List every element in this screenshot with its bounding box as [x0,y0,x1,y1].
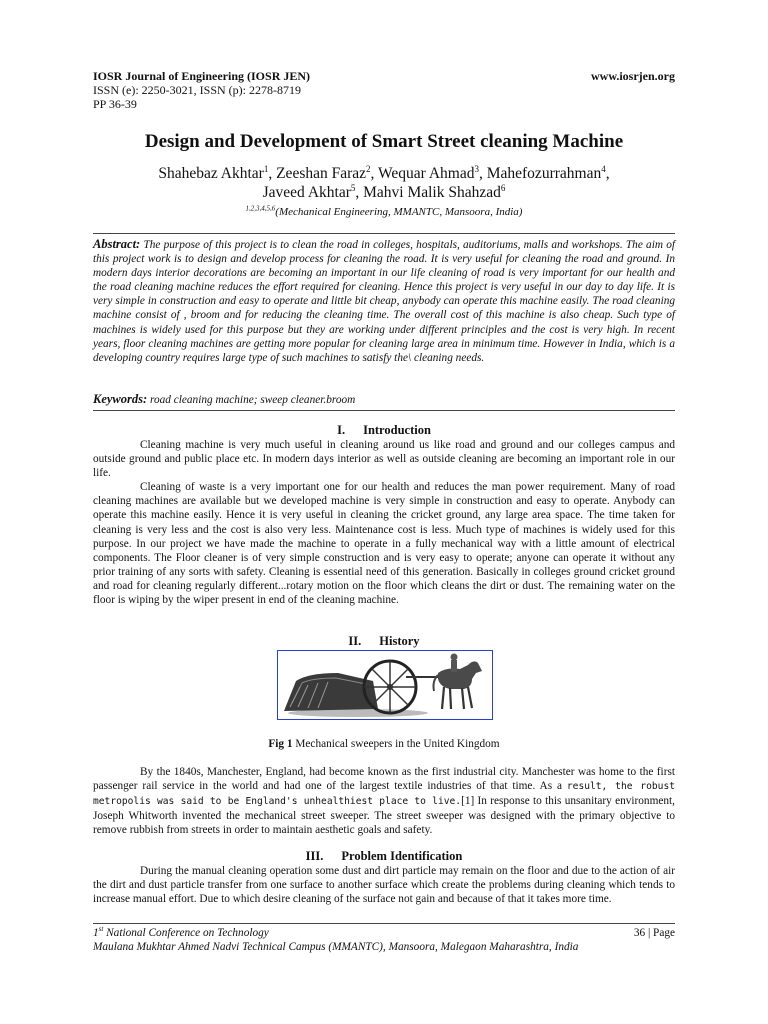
introduction-body [93,438,675,607]
author-sep: , [355,184,364,201]
author-sep: , [370,165,379,182]
paragraph: Cleaning of waste is a very important one for our health and reduces the man power requirement. Many of road cleaning machines are available but we developed machine is very simple in construction and easy to operate. Anybody can operate this machine easily. Hence it is very useful in cleaning the cricket ground, any large area space. The time taken for cleaning is very less and the cost is also very less. Maintenance cost is less. Much type of machines is widely used for this purpose. In our project we have made the machine to operate in a fully mechanical way with a little amount of electrical components. The Floor cleaner is of very simple construction and is very easy to operate; anyone can operate it without any prior training of any sorts with safety. Cleaning is essential need of this generation. Basically in colleges ground cricket ground and road for cleaning regularly different...rotary motion on the floor which cleans the dirt or dust. The remaining water on the floor is wiping by the wiper present in end of the cleaning machine. [93,481,675,607]
section-title: History [379,634,420,648]
keywords-label: Keywords: [93,392,148,406]
figure-caption-text: Mechanical sweepers in the United Kingdom [292,738,500,750]
section-heading-history [93,634,675,649]
author-name: Mahvi Malik Shahzad [363,184,501,201]
page-footer [93,926,675,954]
figure-caption [93,738,675,750]
section-number: III. [305,849,324,863]
paragraph-text: [1] In response to this unsanitary environment, Joseph Whitworth invented the mechanical street sweeper. The street sweeper was designed with the primary objective to remove rubbish from streets in order to maintain aesthetic goals and safety. [93,795,675,837]
abstract-top-rule [93,233,675,234]
page-range: PP 36-39 [93,97,137,111]
problem-body [93,864,675,906]
affiliation-sup: 1,2,3,4,5,6 [245,204,276,213]
figure-label: Fig 1 [268,738,293,750]
journal-website[interactable]: www.iosrjen.org [591,69,675,83]
abstract-label: Abstract: [93,237,141,251]
figure-street-sweeper [277,650,493,720]
paragraph: Cleaning machine is very much useful in cleaning around us like road and ground and our colleges campus and outside ground and public place etc. In modern days interior as well as outside cleaning are becoming an important role in our life. [93,439,675,480]
abstract-bottom-rule [93,410,675,411]
author-sup: 2 [366,163,371,174]
author-name: Wequar Ahmad [378,165,475,182]
page-number: 36 | Page [633,927,675,939]
section-number: II. [348,634,362,648]
section-heading-problem-identification [93,849,675,864]
horse-drawn-sweeper-icon [278,651,492,719]
author-sep: , [268,165,277,182]
author-name: Zeeshan Faraz [276,165,367,182]
page-header [93,69,675,111]
footer-rule [93,923,675,924]
paragraph [93,765,675,837]
paper-title: Design and Development of Smart Street cleaning Machine [144,131,624,152]
affiliation-text: (Mechanical Engineering, MMANTC, Mansoora, India) [275,206,523,218]
abstract [93,237,675,365]
paragraph: During the manual cleaning operation some dust and dirt particle may remain on the floor and due to the action of air the dirt and dust particle transfer from one surface to another surface which create the problems during cleaning which tends to increase manual effort. Due to which desire cleaning of the surface not gain and because of that it takes more time. [93,865,675,906]
author-list [80,164,688,202]
section-number: I. [337,423,346,437]
section-title: Introduction [363,423,431,437]
author-sep: , [478,165,487,182]
author-sep: , [605,165,610,182]
issn-line: ISSN (e): 2250-3021, ISSN (p): 2278-8719 [93,83,301,97]
abstract-text: The purpose of this project is to clean the road in colleges, hospitals, auditoriums, malls and workshops. The aim of this project work is to design and develop process for cleaning the road. It is very useful for cleaning the road and ground. In modern days interior decorations are becoming an important in our life cleaning of road is very important for our health and the road cleaning machine reduces the effort required for cleaning. Hence this project is very useful in our day to day life. It is very simple in construction and easy to operate and little bit cheap, anybody can operate this machine easily. The road cleaning machine consist of , broom and for reducing the cleaning time. The overall cost of this machine is also cheap. Such type of machines is widely used for this purpose but they are working under different principles and the cost is very high. In recent years, floor cleaning machines are getting more popular for cleaning large area in minimum time. However in India, which is a developing country requires large type of such machines to satisfy the\ cleaning needs. [93,239,675,364]
author-sup: 6 [500,182,506,193]
author-name: Mahefozurrahman [486,165,602,182]
conference-sup: st [98,925,104,934]
section-heading-introduction [93,423,675,438]
author-sup: 4 [601,163,606,174]
paragraph-text: By the 1840s, Manchester, England, had become known as the first industrial city. Manchester was home to the first passenger rail service in the world and had one of the largest textile industries of that time. As a [93,766,675,793]
author-name: Shahebaz Akhtar [158,165,264,182]
history-body [93,765,675,837]
section-title: Problem Identification [341,849,463,863]
keywords-text: road cleaning machine; sweep cleaner.broom [147,394,356,406]
paragraph-text-mono: result, the robust metropolis was said to be England's unhealthiest place to live. [93,781,675,808]
author-sup: 3 [474,163,479,174]
author-sup: 1 [263,163,269,174]
keywords [93,392,675,407]
journal-name: IOSR Journal of Engineering (IOSR JEN) [93,69,311,83]
conference-name [93,926,269,940]
affiliation [80,206,688,219]
conference-num: 1 [93,927,99,939]
author-sup: 5 [350,182,356,193]
institution-name: Maulana Mukhtar Ahmed Nadvi Technical Campus (MMANTC), Mansoora, Malegaon Maharashtra, India [93,941,579,953]
author-name: Javeed Akhtar [262,184,351,201]
conference-text: National Conference on Technology [103,927,269,939]
